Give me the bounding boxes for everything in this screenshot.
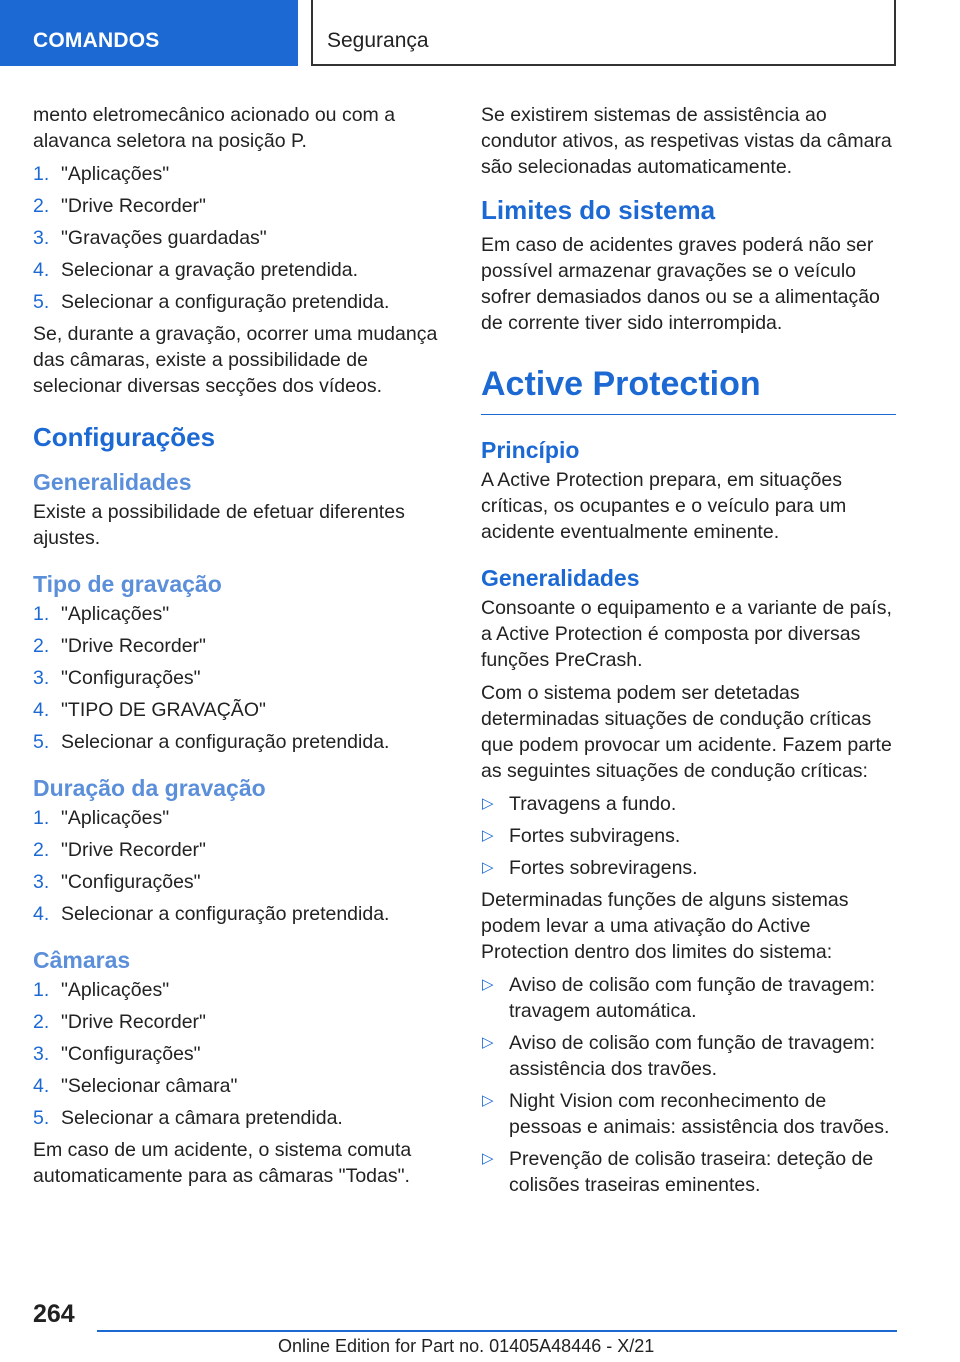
list-item: ▷ Fortes sobreviragens. [482,857,698,879]
chapter-tab-label: COMANDOS [33,29,160,52]
generalidades-paragraph: Existe a possibilidade de efetuar diferentes ajustes. [33,501,405,549]
assistance-paragraph: Se existirem sistemas de assistência ao condutor ativos, as respetivas vistas da câmara são selecionadas automaticamente. [481,104,892,178]
intro-paragraph: mento eletromecânico acionado ou com a alavanca seletora na posição P. [33,104,396,152]
camaras-paragraph: Em caso de um acidente, o sistema comuta automaticamente para as câmaras "Todas". [33,1139,412,1187]
list-item: ▷ Night Vision com reconhecimento de pessoas e animais: assistência dos travões. [482,1090,890,1138]
list-item: 3. "Configurações" [33,871,201,893]
list-item: 1. "Aplicações" [33,807,170,829]
list-item: 2. "Drive Recorder" [33,1011,206,1033]
list-item: 2. "Drive Recorder" [33,635,206,657]
triangle-bullet-icon: ▷ [482,976,494,993]
list-item: 2. "Drive Recorder" [33,195,206,217]
heading-camaras: Câmaras [33,947,131,973]
list-item: 4. "Selecionar câmara" [33,1075,238,1097]
activation-functions-list [481,972,896,1198]
list-item: 5. Selecionar a câmara pretendida. [33,1107,343,1129]
generalidades-ap-paragraph-1: Consoante o equipamento e a variante de país, a Active Protection é composta por diversas funções PreCrash. [481,597,892,671]
steps-list-camaras [33,977,453,1131]
list-item: 4. "TIPO DE GRAVAÇÃO" [33,699,266,721]
triangle-bullet-icon: ▷ [482,859,494,876]
list-item: 1. "Aplicações" [33,163,170,185]
list-item: 3. "Configurações" [33,667,201,689]
steps-list-tipo [33,601,453,755]
heading-configuracoes: Configurações [33,422,216,452]
list-item: 4. Selecionar a gravação pretendida. [33,259,359,281]
footer-divider [97,1330,897,1332]
steps-list-recordings [33,161,453,315]
list-item: 1. "Aplicações" [33,603,170,625]
triangle-bullet-icon: ▷ [482,795,494,812]
heading-generalidades: Generalidades [33,469,192,495]
heading-duracao-gravacao: Duração da gravação [33,775,266,801]
list-item: 2. "Drive Recorder" [33,839,206,861]
list-item: 5. Selecionar a configuração pretendida. [33,291,390,313]
camera-change-paragraph: Se, durante a gravação, ocorrer uma mudança das câmaras, existe a possibilidade de selecionar diversas secções dos vídeos. [33,323,438,397]
heading-limites-sistema: Limites do sistema [481,195,716,225]
heading-tipo-gravacao: Tipo de gravação [33,571,222,597]
critical-situations-list [481,791,896,881]
heading-principio: Princípio [481,437,580,463]
section-header [311,0,896,66]
list-item: 4. Selecionar a configuração pretendida. [33,903,390,925]
triangle-bullet-icon: ▷ [482,827,494,844]
list-item: ▷ Travagens a fundo. [482,793,677,815]
page-number: 264 [33,1300,75,1328]
chapter-tab[interactable] [0,0,298,66]
principio-paragraph: A Active Protection prepara, em situações críticas, os ocupantes e o veículo para um acidente eventualmente eminente. [481,469,847,543]
section-title: Segurança [327,29,429,52]
generalidades-ap-paragraph-3: Determinadas funções de alguns sistemas podem levar a uma ativação do Active Protection dentro dos limites do sistema: [481,889,849,963]
triangle-bullet-icon: ▷ [482,1150,494,1167]
footer-edition: Online Edition for Part no. 01405A48446 - X/21 [278,1336,655,1356]
list-item: ▷ Aviso de colisão com função de travagem: assistência dos travões. [482,1032,876,1080]
list-item: 3. "Gravações guardadas" [33,227,267,249]
list-item: ▷ Prevenção de colisão traseira: deteção de colisões traseiras eminentes. [482,1148,874,1196]
heading-active-protection: Active Protection [481,364,896,415]
left-column [33,102,453,1196]
steps-list-duracao [33,805,453,927]
triangle-bullet-icon: ▷ [482,1034,494,1051]
limites-paragraph: Em caso de acidentes graves poderá não ser possível armazenar gravações se o veículo sofrer demasiados danos ou se a alimentação de corrente tiver sido interrompida. [481,234,880,334]
list-item: 5. Selecionar a configuração pretendida. [33,731,390,753]
heading-generalidades-ap: Generalidades [481,565,640,591]
generalidades-ap-paragraph-2: Com o sistema podem ser detetadas determinadas situações de condução críticas que podem provocar um acidente. Fazem parte as seguintes situações de condução críticas: [481,682,892,782]
triangle-bullet-icon: ▷ [482,1092,494,1109]
right-column [481,102,896,1204]
list-item: 1. "Aplicações" [33,979,170,1001]
list-item: ▷ Aviso de colisão com função de travagem: travagem automática. [482,974,876,1022]
list-item: ▷ Fortes subviragens. [482,825,681,847]
list-item: 3. "Configurações" [33,1043,201,1065]
